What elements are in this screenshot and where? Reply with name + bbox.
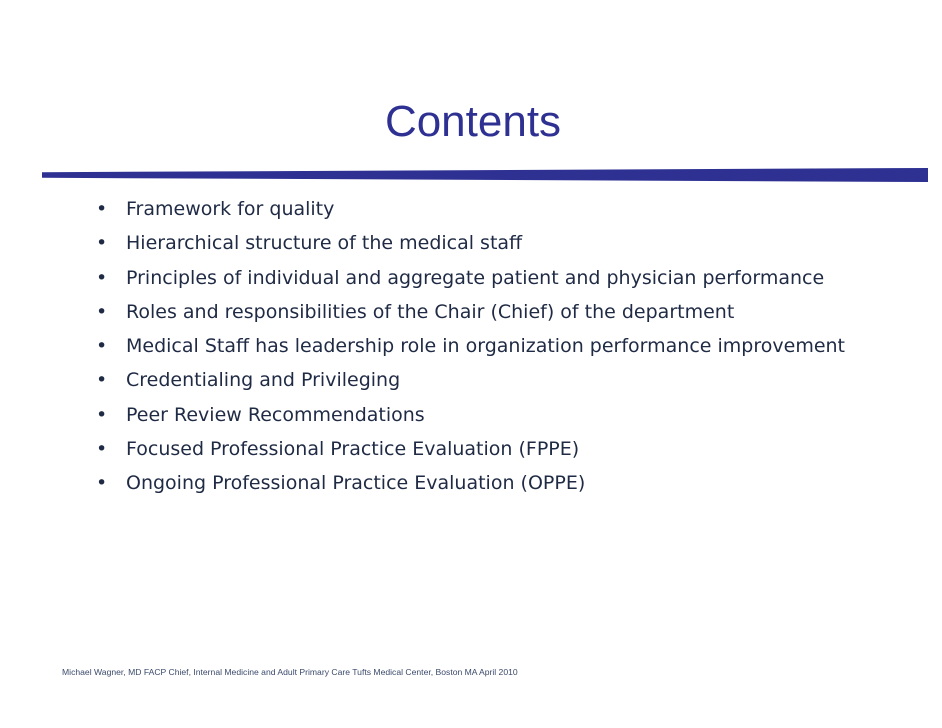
list-item-text: Roles and responsibilities of the Chair (Chief) of the department (126, 300, 735, 323)
list-item (90, 230, 890, 256)
list-item (90, 299, 890, 325)
list-item (90, 402, 890, 428)
title-divider (42, 168, 928, 182)
list-item-text: Principles of individual and aggregate patient and physician performance (126, 266, 825, 289)
list-item (90, 436, 890, 462)
list-item-text: Ongoing Professional Practice Evaluation (OPPE) (126, 472, 586, 495)
bullet-icon: • (96, 438, 108, 461)
bullet-icon: • (96, 232, 108, 255)
bullet-icon: • (96, 198, 108, 220)
list-item (90, 265, 890, 291)
bullet-icon: • (96, 300, 108, 323)
slide-footer: Michael Wagner, MD FACP Chief, Internal Medicine and Adult Primary Care Tufts Medical Center, Boston MA April 2010 (62, 667, 518, 677)
list-item-text: Credentialing and Privileging (126, 369, 401, 392)
list-item-text: Medical Staff has leadership role in organization performance improvement (126, 335, 846, 358)
bullet-icon: • (96, 403, 108, 426)
list-item (90, 333, 890, 359)
bullet-icon: • (96, 369, 108, 392)
list-item (90, 196, 890, 222)
contents-list (90, 196, 890, 505)
list-item-text: Peer Review Recommendations (126, 403, 425, 426)
list-item (90, 367, 890, 393)
bullet-icon: • (96, 266, 108, 289)
bullet-icon: • (96, 472, 108, 495)
list-item-text: Focused Professional Practice Evaluation (FPPE) (126, 438, 580, 461)
list-item (90, 470, 890, 496)
slide-title (0, 92, 942, 152)
bullet-icon: • (96, 335, 108, 358)
slide-title-text: Contents (384, 97, 562, 146)
list-item-text: Framework for quality (126, 198, 335, 220)
list-item-text: Hierarchical structure of the medical staff (126, 232, 523, 255)
